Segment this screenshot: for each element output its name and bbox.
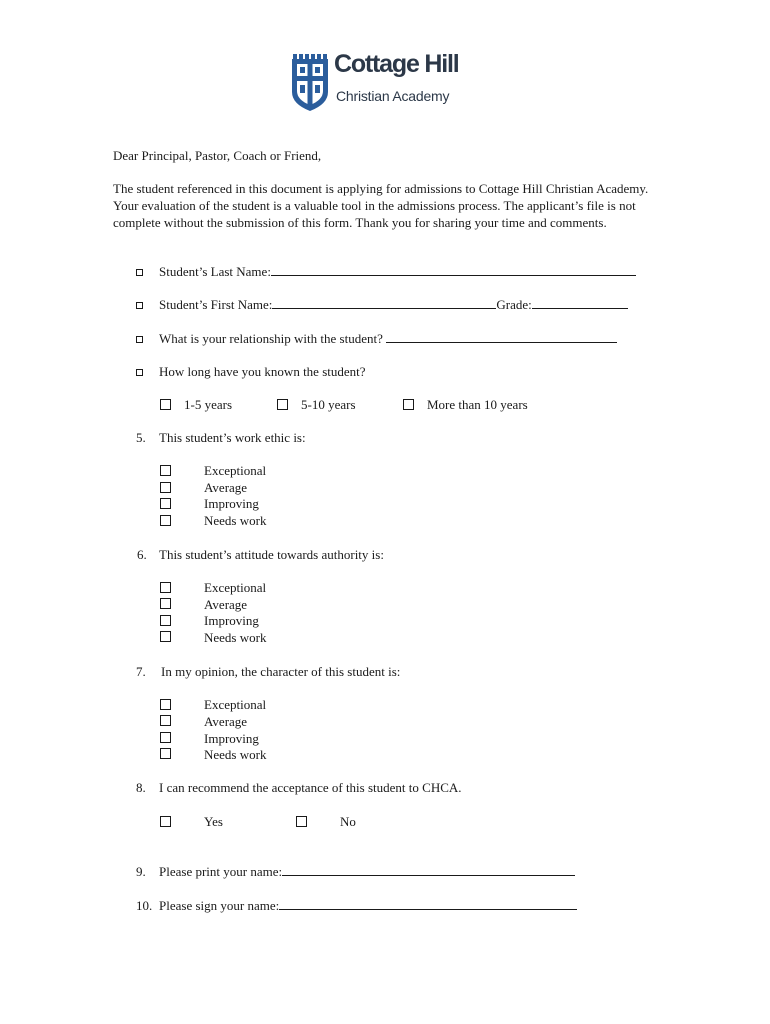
q5-needs-work-checkbox[interactable] bbox=[160, 515, 171, 526]
logo-subtitle: Christian Academy bbox=[336, 88, 450, 104]
bullet-icon bbox=[136, 336, 143, 343]
last-name-input-line[interactable] bbox=[271, 264, 636, 276]
bullet-icon bbox=[136, 269, 143, 276]
duration-1-5-checkbox[interactable] bbox=[160, 399, 171, 410]
question-10-number: 10. bbox=[136, 898, 153, 913]
q5-average-checkbox[interactable] bbox=[160, 482, 171, 493]
q7-exceptional-checkbox[interactable] bbox=[160, 699, 171, 710]
question-6-text: This student’s attitude towards authority is: bbox=[159, 547, 384, 562]
print-name-field bbox=[159, 864, 575, 881]
question-7-number: 7. bbox=[136, 664, 146, 679]
q7-average-checkbox[interactable] bbox=[160, 715, 171, 726]
q8-yes-checkbox[interactable] bbox=[160, 816, 171, 827]
grade-input-line[interactable] bbox=[532, 297, 628, 309]
sign-name-input-line[interactable] bbox=[279, 898, 577, 910]
no-label: No bbox=[340, 814, 356, 829]
last-name-field bbox=[159, 264, 636, 281]
duration-5-10-checkbox[interactable] bbox=[277, 399, 288, 410]
rating-option-label: Average bbox=[204, 480, 248, 495]
q5-improving-checkbox[interactable] bbox=[160, 498, 171, 509]
q8-no-checkbox[interactable] bbox=[296, 816, 307, 827]
rating-option-label: Needs work bbox=[204, 513, 267, 528]
question-5-number: 5. bbox=[136, 430, 146, 445]
q7-needs-work-checkbox[interactable] bbox=[160, 748, 171, 759]
question-8-text: I can recommend the acceptance of this student to CHCA. bbox=[159, 780, 462, 795]
last-name-label: Student’s Last Name: bbox=[159, 264, 271, 279]
rating-option-label: Exceptional bbox=[204, 580, 267, 595]
greeting: Dear Principal, Pastor, Coach or Friend, bbox=[113, 148, 322, 163]
relationship-input-line[interactable] bbox=[386, 331, 617, 343]
duration-option-label: 5-10 years bbox=[301, 397, 356, 412]
sign-name-field bbox=[159, 898, 577, 915]
rating-option-label: Improving bbox=[204, 731, 259, 746]
q6-needs-work-checkbox[interactable] bbox=[160, 631, 171, 642]
relationship-field bbox=[159, 331, 617, 348]
bullet-icon bbox=[136, 369, 143, 376]
print-name-label: Please print your name: bbox=[159, 864, 283, 879]
yes-label: Yes bbox=[204, 814, 223, 829]
rating-option-label: Improving bbox=[204, 496, 259, 511]
duration-option-label: More than 10 years bbox=[427, 397, 528, 412]
question-5-text: This student’s work ethic is: bbox=[159, 430, 306, 445]
duration-10-plus-checkbox[interactable] bbox=[403, 399, 414, 410]
bullet-icon bbox=[136, 302, 143, 309]
q7-improving-checkbox[interactable] bbox=[160, 732, 171, 743]
sign-name-label: Please sign your name: bbox=[159, 898, 280, 913]
how-long-label: How long have you known the student? bbox=[159, 364, 366, 379]
relationship-label: What is your relationship with the student? bbox=[159, 331, 383, 346]
grade-label: Grade: bbox=[496, 297, 532, 312]
question-8-number: 8. bbox=[136, 780, 146, 795]
q5-exceptional-checkbox[interactable] bbox=[160, 465, 171, 476]
duration-option-label: 1-5 years bbox=[184, 397, 233, 412]
logo-name: Cottage Hill bbox=[334, 50, 459, 78]
question-7-text: In my opinion, the character of this student is: bbox=[161, 664, 401, 679]
question-6-number: 6. bbox=[137, 547, 147, 562]
rating-option-label: Exceptional bbox=[204, 697, 267, 712]
rating-option-label: Needs work bbox=[204, 747, 267, 762]
first-name-field bbox=[159, 297, 628, 314]
first-name-label: Student’s First Name: bbox=[159, 297, 273, 312]
first-name-input-line[interactable] bbox=[272, 297, 496, 309]
rating-option-label: Exceptional bbox=[204, 463, 267, 478]
school-logo bbox=[290, 52, 490, 114]
q6-exceptional-checkbox[interactable] bbox=[160, 582, 171, 593]
rating-option-label: Average bbox=[204, 714, 248, 729]
q6-improving-checkbox[interactable] bbox=[160, 615, 171, 626]
rating-option-label: Average bbox=[204, 597, 248, 612]
question-9-number: 9. bbox=[136, 864, 146, 879]
rating-option-label: Improving bbox=[204, 613, 259, 628]
print-name-input-line[interactable] bbox=[282, 864, 575, 876]
intro-paragraph: The student referenced in this document is applying for admissions to Cottage Hill Christian Academy. Your evaluation of the student is a valuable tool in the admissions process. The applicant’s file is not complete without the submission of this form. Thank you for sharing your time and comments. bbox=[113, 181, 649, 230]
q6-average-checkbox[interactable] bbox=[160, 598, 171, 609]
rating-option-label: Needs work bbox=[204, 630, 267, 645]
crest-icon bbox=[290, 52, 330, 112]
